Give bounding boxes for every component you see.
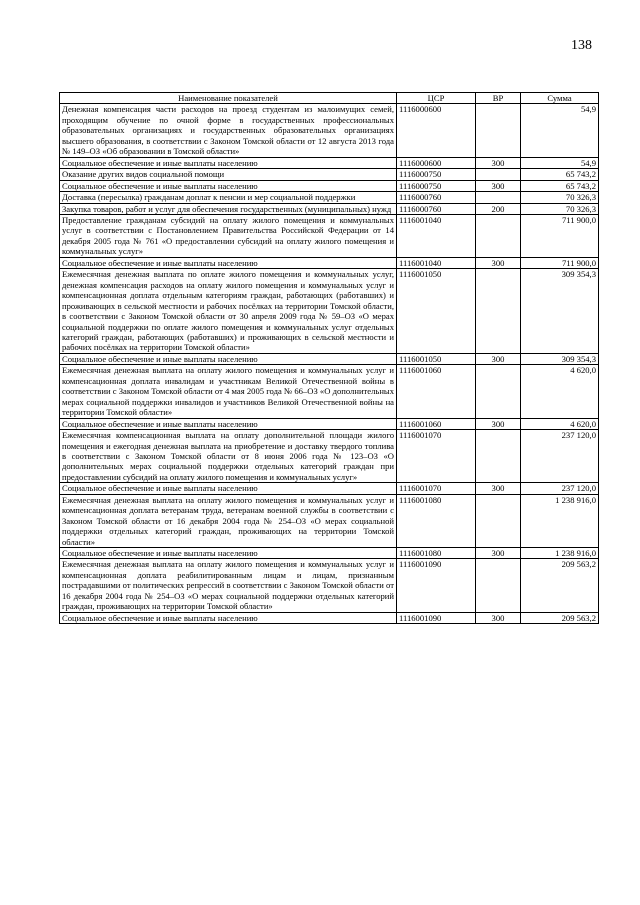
cell-sum: 4 620,0 [521, 365, 599, 418]
cell-name: Ежемесячная денежная выплата на оплату жилого помещения и коммунальных услуг и компенсационная доплата ветеранам труда, ветеранам военной службы в соответствии с Законом Томской области от 16 декабря 2004 года № 254–ОЗ «О мерах социальной поддержки отдельных категорий граждан, проживающих на территории Томской области» [60, 494, 397, 547]
cell-csr: 1116001050 [397, 353, 476, 364]
cell-sum: 237 120,0 [521, 430, 599, 483]
cell-csr: 1116000760 [397, 203, 476, 214]
cell-vr: 300 [476, 257, 521, 268]
cell-sum: 54,9 [521, 104, 599, 157]
cell-csr: 1116001080 [397, 494, 476, 547]
header-csr: ЦСР [397, 93, 476, 104]
cell-csr: 1116000600 [397, 104, 476, 157]
cell-vr [476, 192, 521, 203]
table-row [60, 269, 599, 354]
cell-sum: 309 354,3 [521, 269, 599, 354]
cell-sum: 1 238 916,0 [521, 548, 599, 559]
cell-sum: 65 743,2 [521, 180, 599, 191]
cell-sum: 711 900,0 [521, 214, 599, 257]
cell-csr: 1116001060 [397, 365, 476, 418]
cell-csr: 1116000760 [397, 192, 476, 203]
table-row [60, 494, 599, 547]
cell-name: Закупка товаров, работ и услуг для обеспечения государственных (муниципальных) нужд [60, 203, 397, 214]
cell-sum: 54,9 [521, 157, 599, 168]
cell-sum: 237 120,0 [521, 483, 599, 494]
cell-csr: 1116001090 [397, 612, 476, 623]
cell-vr [476, 214, 521, 257]
cell-sum: 65 743,2 [521, 169, 599, 180]
table-row [60, 180, 599, 191]
table-body [60, 104, 599, 624]
cell-vr [476, 559, 521, 612]
cell-csr: 1116001050 [397, 269, 476, 354]
cell-name: Оказание других видов социальной помощи [60, 169, 397, 180]
table-row [60, 104, 599, 157]
cell-sum: 1 238 916,0 [521, 494, 599, 547]
budget-table [59, 92, 599, 624]
table-row [60, 214, 599, 257]
cell-csr: 1116000600 [397, 157, 476, 168]
cell-name: Социальное обеспечение и иные выплаты населению [60, 483, 397, 494]
table-header-row [60, 93, 599, 104]
cell-name: Доставка (пересылка) гражданам доплат к пенсии и мер социальной поддержки [60, 192, 397, 203]
cell-vr [476, 494, 521, 547]
table-row [60, 157, 599, 168]
cell-sum: 70 326,3 [521, 192, 599, 203]
cell-vr: 300 [476, 157, 521, 168]
cell-name: Социальное обеспечение и иные выплаты населению [60, 548, 397, 559]
cell-name: Социальное обеспечение и иные выплаты населению [60, 157, 397, 168]
cell-vr [476, 169, 521, 180]
cell-sum: 4 620,0 [521, 418, 599, 429]
cell-name: Ежемесячная денежная выплата на оплату жилого помещения и коммунальных услуг и компенсационная доплата реабилитированным лицам и лицам, признанным пострадавшими от политических репрессий в соответствии с Законом Томской области от 16 декабря 2004 года № 254–ОЗ «О мерах социальной поддержки отдельных категорий граждан, проживающих на территории Томской области» [60, 559, 397, 612]
cell-csr: 1116000750 [397, 180, 476, 191]
cell-csr: 1116001090 [397, 559, 476, 612]
cell-sum: 309 354,3 [521, 353, 599, 364]
cell-name: Социальное обеспечение и иные выплаты населению [60, 180, 397, 191]
cell-name: Социальное обеспечение и иные выплаты населению [60, 418, 397, 429]
table-row [60, 353, 599, 364]
cell-csr: 1116000750 [397, 169, 476, 180]
cell-vr [476, 104, 521, 157]
table-row [60, 430, 599, 483]
cell-vr: 300 [476, 353, 521, 364]
cell-sum: 209 563,2 [521, 559, 599, 612]
table-row [60, 169, 599, 180]
cell-vr: 300 [476, 418, 521, 429]
cell-name: Предоставление гражданам субсидий на оплату жилого помещения и коммунальных услуг в соответствии с Постановлением Правительства Российской Федерации от 14 декабря 2005 года № 761 «О предоставлении субсидий на оплату жилого помещения и коммунальных услуг» [60, 214, 397, 257]
table-row [60, 192, 599, 203]
cell-vr: 200 [476, 203, 521, 214]
header-name: Наименование показателей [60, 93, 397, 104]
cell-sum: 70 326,3 [521, 203, 599, 214]
cell-vr: 300 [476, 548, 521, 559]
cell-name: Социальное обеспечение и иные выплаты населению [60, 257, 397, 268]
cell-name: Ежемесячная денежная выплата на оплату жилого помещения и коммунальных услуг и компенсационная доплата инвалидам и участникам Великой Отечественной войны в соответствии с Законом Томской области от 4 мая 2005 года № 66–ОЗ «О дополнительных мерах социальной поддержки инвалидов и участников Великой Отечественной войны на территории Томской области» [60, 365, 397, 418]
cell-csr: 1116001040 [397, 257, 476, 268]
cell-vr [476, 430, 521, 483]
cell-name: Социальное обеспечение и иные выплаты населению [60, 612, 397, 623]
cell-vr [476, 365, 521, 418]
cell-sum: 711 900,0 [521, 257, 599, 268]
table-row [60, 483, 599, 494]
cell-vr: 300 [476, 483, 521, 494]
cell-name: Денежная компенсация части расходов на проезд студентам из малоимущих семей, проходящим обучение по очной форме в государственных профессиональных образовательных организациях и государственных образовательных организациях высшего образования, в соответствии с Законом Томской области от 12 августа 2013 года № 149–ОЗ «Об образовании в Томской области» [60, 104, 397, 157]
table-row [60, 365, 599, 418]
cell-name: Ежемесячная денежная выплата по оплате жилого помещения и коммунальных услуг, денежная компенсация расходов на оплату жилого помещения и коммунальных услуг и компенсационная доплата отдельным категориям граждан, работающих (работавших) и проживающих в сельской местности и рабочих посёлках на территории Томской области, в соответствии с Законом Томской области от 30 апреля 2009 года № 59–ОЗ «О мерах социальной поддержки по оплате жилого помещения и коммунальных услуг отдельных категорий граждан, работающих (работавших) и проживающих в сельской местности и рабочих посёлках на территории Томской области» [60, 269, 397, 354]
cell-csr: 1116001080 [397, 548, 476, 559]
cell-vr: 300 [476, 180, 521, 191]
cell-vr [476, 269, 521, 354]
table-row [60, 257, 599, 268]
cell-csr: 1116001060 [397, 418, 476, 429]
cell-csr: 1116001070 [397, 430, 476, 483]
table-row [60, 612, 599, 623]
page-number: 138 [571, 38, 592, 53]
header-sum: Сумма [521, 93, 599, 104]
header-vr: ВР [476, 93, 521, 104]
cell-csr: 1116001040 [397, 214, 476, 257]
cell-csr: 1116001070 [397, 483, 476, 494]
table-row [60, 418, 599, 429]
cell-name: Социальное обеспечение и иные выплаты населению [60, 353, 397, 364]
table-row [60, 559, 599, 612]
table-row [60, 203, 599, 214]
cell-sum: 209 563,2 [521, 612, 599, 623]
cell-name: Ежемесячная компенсационная выплата на оплату дополнительной площади жилого помещения и ежегодная денежная выплата на приобретение и доставку твердого топлива в соответствии с Законом Томской области от 8 июня 2006 года № 123–ОЗ «О дополнительных мерах социальной поддержки отдельных категорий граждан при предоставлении субсидий на оплату жилого помещения и коммунальных услуг» [60, 430, 397, 483]
cell-vr: 300 [476, 612, 521, 623]
table-row [60, 548, 599, 559]
